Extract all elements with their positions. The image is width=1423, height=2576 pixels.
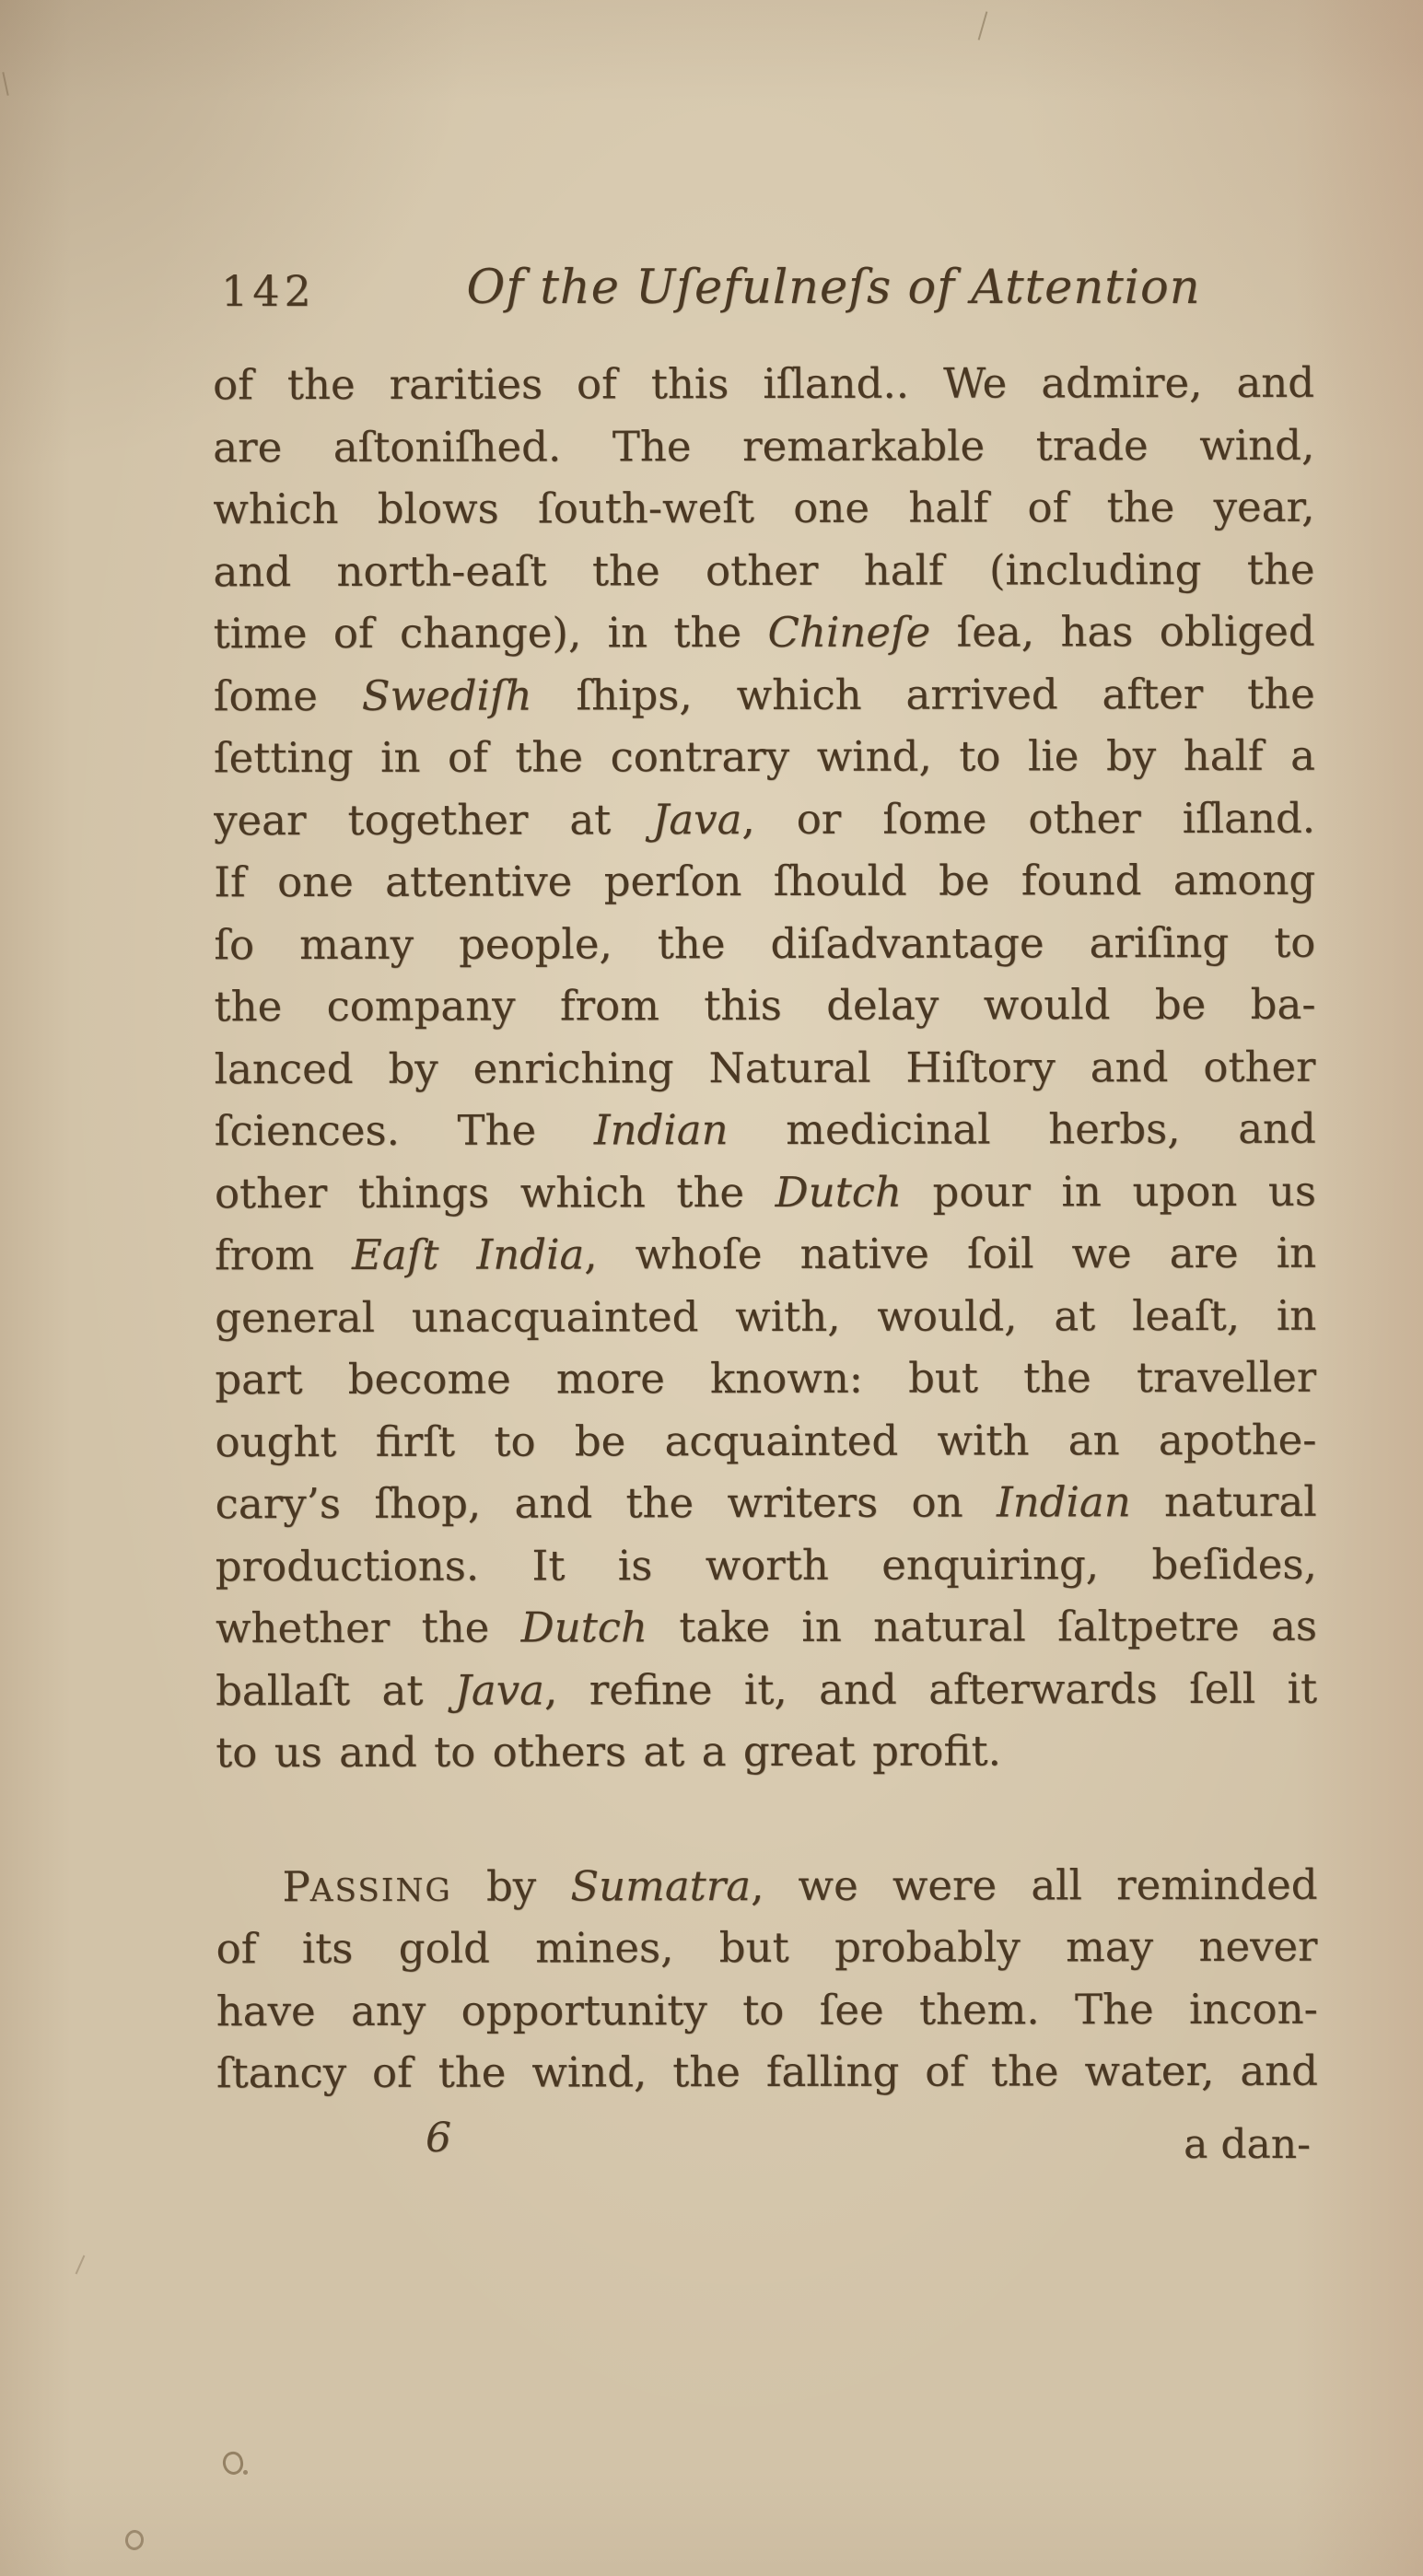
- italic-text: Sumatra: [570, 1860, 752, 1910]
- catchword: a dan-: [1184, 2121, 1311, 2168]
- text-segment: which blows ſouth-weſt one half of the year,: [213, 482, 1315, 534]
- text-segment: natural: [1130, 1476, 1317, 1527]
- text-segment: are aſtoniſhed. The remarkable trade wind,: [213, 420, 1315, 472]
- text-line: [214, 787, 1315, 851]
- text-segment: medicinal herbs, and: [728, 1103, 1316, 1155]
- smallcaps-text: ASSING: [309, 1871, 452, 1909]
- text-segment: ballaſt at: [215, 1665, 455, 1715]
- text-segment: and north-eaſt the other half (including the: [213, 544, 1315, 596]
- text-line: [216, 1916, 1318, 1980]
- text-line: [216, 1977, 1318, 2042]
- text-segment: ſhips, which arrived after the: [531, 669, 1315, 720]
- text-segment: pour in upon us: [901, 1166, 1316, 1217]
- text-segment: to us and to others at a great profit.: [216, 1726, 1001, 1778]
- text-line: [213, 476, 1314, 541]
- text-segment: , whoſe native ſoil we are in: [584, 1228, 1317, 1279]
- text-segment: take in natural ſaltpetre as: [647, 1601, 1317, 1652]
- text-line: [216, 2040, 1318, 2104]
- text-segment: ſtancy of the wind, the falling of the water, and: [216, 2046, 1318, 2098]
- text-line: [214, 849, 1315, 914]
- text-segment: from: [215, 1230, 353, 1280]
- body-text: [213, 352, 1318, 2104]
- paragraph: [213, 352, 1317, 1784]
- text-segment: ſciences. The: [214, 1105, 594, 1156]
- italic-text: Chineſe: [767, 607, 931, 657]
- page-number: 142: [221, 266, 316, 316]
- text-line: [216, 1595, 1317, 1660]
- text-segment: part become more known: but the traveller: [215, 1352, 1317, 1405]
- text-segment: , or ſome other iſland.: [741, 793, 1316, 844]
- italic-text: Dutch: [520, 1603, 647, 1652]
- paragraph: [216, 1853, 1318, 2104]
- italic-text: Java: [652, 794, 742, 844]
- text-segment: ſo many people, the diſadvantage ariſing to: [214, 917, 1316, 969]
- text-segment: the company from this delay would be ba-: [214, 979, 1316, 1032]
- text-line: [213, 352, 1314, 416]
- text-segment: ſetting in of the contrary wind, to lie by half a: [213, 730, 1315, 783]
- text-segment: whether the: [215, 1603, 521, 1653]
- text-segment: , we were all reminded: [751, 1859, 1318, 1910]
- text-line: [216, 1533, 1317, 1597]
- text-line: [214, 725, 1315, 789]
- text-line: [216, 1719, 1317, 1784]
- paper-fiber: [978, 11, 988, 40]
- paper-fiber: [76, 2255, 86, 2275]
- text-segment: ought firſt to be acquainted with an apothe-: [215, 1415, 1317, 1466]
- italic-text: Swediſh: [361, 670, 532, 720]
- text-segment: have any opportunity to ſee them. The incon-: [216, 1984, 1318, 2035]
- text-segment: by: [451, 1860, 571, 1911]
- text-segment: ſea, has obliged: [930, 606, 1315, 657]
- text-segment: of the rarities of this iſland.. We admire, and: [213, 357, 1315, 410]
- italic-text: Indian: [593, 1105, 729, 1155]
- text-line: [215, 1346, 1316, 1411]
- italic-text: Dutch: [775, 1167, 903, 1217]
- text-segment: productions. It is worth enquiring, beſides,: [215, 1539, 1317, 1591]
- text-line: [214, 600, 1315, 665]
- text-line: [214, 911, 1315, 975]
- text-segment: If one attentive perſon ſhould be found among: [214, 855, 1316, 907]
- text-line: [215, 1284, 1316, 1348]
- text-line: [216, 1471, 1317, 1535]
- text-segment: lanced by enriching Natural Hiſtory and other: [214, 1042, 1316, 1093]
- italic-text: Java: [454, 1665, 545, 1715]
- signature-mark: 6: [426, 2115, 451, 2162]
- text-line: [215, 1035, 1316, 1100]
- text-line: [215, 1222, 1316, 1287]
- running-title: Of the Uſefulneſs of Attention: [466, 261, 1201, 315]
- text-line: [213, 538, 1314, 602]
- italic-text: Indian: [996, 1477, 1131, 1527]
- text-line: [215, 1160, 1316, 1224]
- text-line: [215, 1408, 1316, 1473]
- text-segment: cary’s ſhop, and the writers on: [215, 1477, 997, 1529]
- text-line: [213, 414, 1314, 478]
- text-segment: time of change), in the: [213, 607, 768, 659]
- italic-text: Eaſt India: [351, 1230, 585, 1279]
- ink-speck: [124, 2529, 146, 2552]
- text-segment: of its gold mines, but probably may never: [216, 1921, 1318, 1974]
- text-segment: , refine it, and afterwards ſell it: [543, 1663, 1318, 1715]
- text-segment: ſome: [213, 670, 362, 720]
- text-segment: year together at: [214, 794, 653, 845]
- ink-speck: [221, 2450, 246, 2477]
- text-line: [214, 973, 1315, 1038]
- text-line: [216, 1853, 1317, 1917]
- text-line: [215, 1098, 1316, 1162]
- text-segment: general unacquainted with, would, at leaſt, in: [215, 1290, 1317, 1342]
- paper-fiber: [2, 72, 8, 96]
- text-segment: other things which the: [214, 1167, 776, 1218]
- ink-speck: [243, 2470, 248, 2475]
- text-line: [214, 662, 1315, 727]
- text-segment: P: [282, 1861, 310, 1911]
- text-line: [216, 1657, 1317, 1721]
